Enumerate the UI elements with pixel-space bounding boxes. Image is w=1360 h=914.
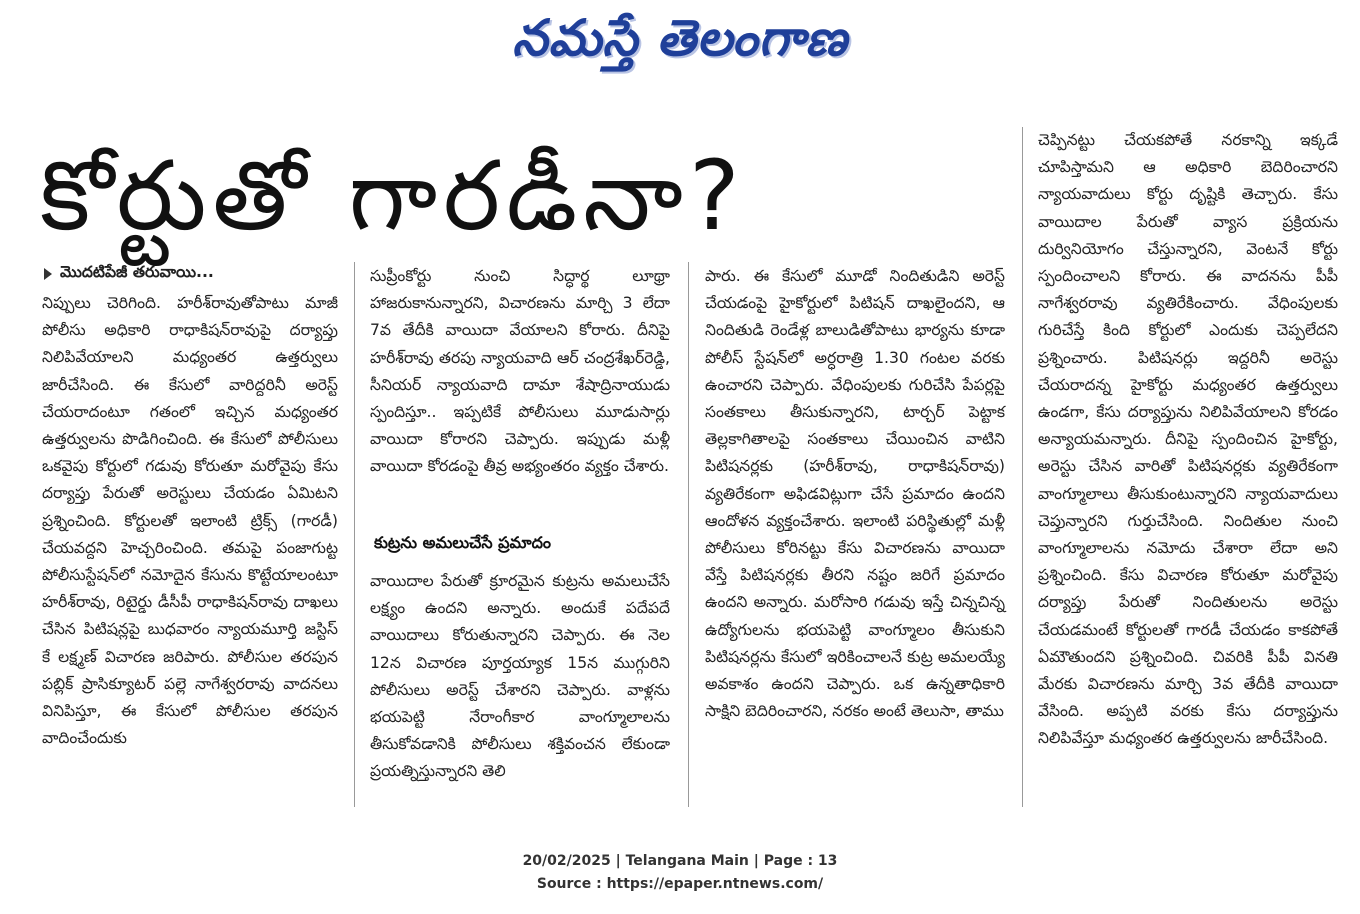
footer-source: Source : https://epaper.ntnews.com/ xyxy=(536,876,824,892)
article-column-4 xyxy=(1038,127,1338,753)
masthead-logo: నమస్తే తెలంగాణ xyxy=(512,8,848,67)
article-column-2-continued xyxy=(370,568,670,786)
footer-date-page: 20/02/2025 | Telangana Main | Page : 13 xyxy=(522,853,838,869)
article-column-2 xyxy=(370,263,670,481)
subheading: కుట్రను అమలుచేసే ప్రమాదం xyxy=(374,533,551,552)
column-divider xyxy=(688,262,689,807)
article-paragraph: చెప్పినట్టు చేయకపోతే నరకాన్ని ఇక్కడే చూపిస్తామని ఆ అధికారి బెదిరించారని న్యాయవాదులు కోర్టు దృష్టికి తెచ్చారు. కేసు వాయిదాల పేరుతో వ్యాస ప్రక్రియను దుర్వినియోగం చేస్తున్నారని, వెంటనే కోర్టు స్పందించాలని కోరారు. ఈ వాదనను పీపీ నాగేశ్వరరావు వ్యతిరేకించారు. వేధింపులకు గురిచేస్తే కింది కోర్టులో ఎందుకు చెప్పలేదని ప్రశ్నించారు. పిటిషనర్లు ఇద్దరినీ అరెస్టు చేయరాదన్న హైకోర్టు మధ్యంతర ఉత్తర్వులు ఉండగా, కేసు దర్యాప్తును నిలిపివేయాలని కోరడం అన్యాయమన్నారు. దీనిపై స్పందించిన హైకోర్టు, అరెస్టు చేసిన వారితో పిటిషనర్లకు వ్యతిరేకంగా వాంగ్మూలాలు తీసుకుంటున్నారని న్యాయవాదులు చెప్తున్నారని గుర్తుచేసింది. నిందితుల నుంచి వాంగ్మూలాలను నమోదు చేశారా లేదా అని ప్రశ్నించింది. కేసు విచారణ కోరుతూ మరోవైపు దర్యాప్తు పేరుతో నిందితులను అరెస్టు చేయడమంటే కోర్టులతో గారడీ చేయడం కాకపోతే ఏమౌతుందని ప్రశ్నించింది. చివరికి పీపీ వినతి మేరకు విచారణను మార్చి 3వ తేదీకి వాయిదా వేసింది. అప్పటి వరకు కేసు దర్యాప్తును నిలిపివేస్తూ మధ్యంతర ఉత్తర్వులను జారీచేసింది. xyxy=(1038,131,1338,748)
article-paragraph: నిప్పులు చెరిగింది. హరీశ్‌రావుతోపాటు మాజీ పోలీసు అధికారి రాధాకిషన్‌రావుపై దర్యాప్తు నిలిపివేయాలని మధ్యంతర ఉత్తర్వులు జారీచేసింది. ఈ కేసులో వారిద్దరినీ అరెస్ట్‌ చేయరాదంటూ గతంలో ఇచ్చిన మధ్యంతర ఉత్తర్వులను పొడిగించింది. ఈ కేసులో పోలీసులు ఒకవైపు కోర్టులో గడువు కోరుతూ మరోవైపు కేసు దర్యాప్తు పేరుతో అరెస్టులు చేయడం ఏమిటని ప్రశ్నించింది. కోర్టులతో ఇలాంటి ట్రిక్స్‌ (గారడీ) చేయవద్దని హెచ్చరించింది. తమపై పంజాగుట్ట పోలీసుస్టేషన్‌లో నమోదైన కేసును కొట్టేయాలంటూ హరీశ్‌రావు, రిటైర్డు డీసీపీ రాధాకిషన్‌రావు దాఖలు చేసిన పిటిషన్లపై బుధవారం న్యాయమూర్తి జస్టిస్‌ కే లక్ష్మణ్‌ విచారణ జరిపారు. పోలీసుల తరపున పబ్లిక్‌ ప్రాసిక్యూటర్‌ పల్లె నాగేశ్వరరావు వాదనలు వినిపిస్తూ, ఈ కేసులో పోలీసుల తరపున వాదించేందుకు xyxy=(42,294,338,748)
column-divider xyxy=(354,262,355,807)
column-divider xyxy=(1022,127,1023,807)
chevron-right-icon xyxy=(44,268,52,280)
headline: కోర్టుతో గారడీనా? xyxy=(40,140,746,252)
article-column-1 xyxy=(42,290,338,752)
article-paragraph: పారు. ఈ కేసులో మూడో నిందితుడిని అరెస్ట్‌ చేయడంపై హైకోర్టులో పిటిషన్‌ దాఖలైందని, ఆ నిందితుడి రెండేళ్ల బాలుడితోపాటు భార్యను కూడా పోలీస్‌ స్టేషన్‌లో అర్ధరాత్రి 1.30 గంటల వరకు ఉంచారని చెప్పారు. వేధింపులకు గురిచేసి పేపర్లపై సంతకాలు తీసుకున్నారని, టార్చర్‌ పెట్టాక తెల్లకాగితాలపై సంతకాలు చేయించిన వాటిని పిటిషనర్లకు (హరీశ్‌రావు, రాధాకిషన్‌రావు) వ్యతిరేకంగా అఫిడవిట్లుగా చేసే ప్రమాదం ఉందని ఆందోళన వ్యక్తంచేశారు. ఇలాంటి పరిస్థితుల్లో మళ్లీ పోలీసులు కోరినట్టు కేసు విచారణను వాయిదా వేస్తే పిటిషనర్లకు తీరని నష్టం జరిగే ప్రమాదం ఉందని అన్నారు. మరోసారి గడువు ఇస్తే చిన్నచిన్న ఉద్యోగులను భయపెట్టి వాంగ్మూలం తీసుకుని పిటిషనర్లను కేసులో ఇరికించాలనే కుట్ర అమలయ్యే అవకాశం ఉందని చెప్పారు. ఒక ఉన్నతాధికారి సాక్షిని బెదిరించారని, నరకం అంటే తెలుసా, తాము xyxy=(705,267,1005,721)
continued-from-front-page xyxy=(44,263,214,285)
continued-label: మొదటిపేజీ తరువాయి... xyxy=(60,263,214,281)
article-paragraph: సుప్రీంకోర్టు నుంచి సిద్ధార్థ లూథ్రా హాజరుకానున్నారని, విచారణను మార్చి 3 లేదా 7వ తేదీకి వాయిదా వేయాలని కోరారు. దీనిపై హరీశ్‌రావు తరపు న్యాయవాది ఆర్‌ చంద్రశేఖర్‌రెడ్డి, సీనియర్‌ న్యాయవాది దామా శేషాద్రినాయుడు స్పందిస్తూ.. ఇప్పటికే పోలీసులు మూడుసార్లు వాయిదా కోరారని చెప్పారు. ఇప్పుడు మళ్లీ వాయిదా కోరడంపై తీవ్ర అభ్యంతరం వ్యక్తం చేశారు. xyxy=(370,267,670,476)
article-column-3 xyxy=(705,263,1005,725)
article-paragraph: వాయిదాల పేరుతో క్రూరమైన కుట్రను అమలుచేసే లక్ష్యం ఉందని అన్నారు. అందుకే పదేపదే వాయిదాలు కోరుతున్నారని చెప్పారు. ఈ నెల 12న విచారణ పూర్తయ్యాక 15న ముగ్గురిని పోలీసులు అరెస్ట్‌ చేశారని చెప్పారు. వాళ్లను భయపెట్టి నేరాంగీకార వాంగ్మూలాలను తీసుకోవడానికి పోలీసులు శక్తివంచన లేకుండా ప్రయత్నిస్తున్నారని తెలి xyxy=(370,572,670,781)
